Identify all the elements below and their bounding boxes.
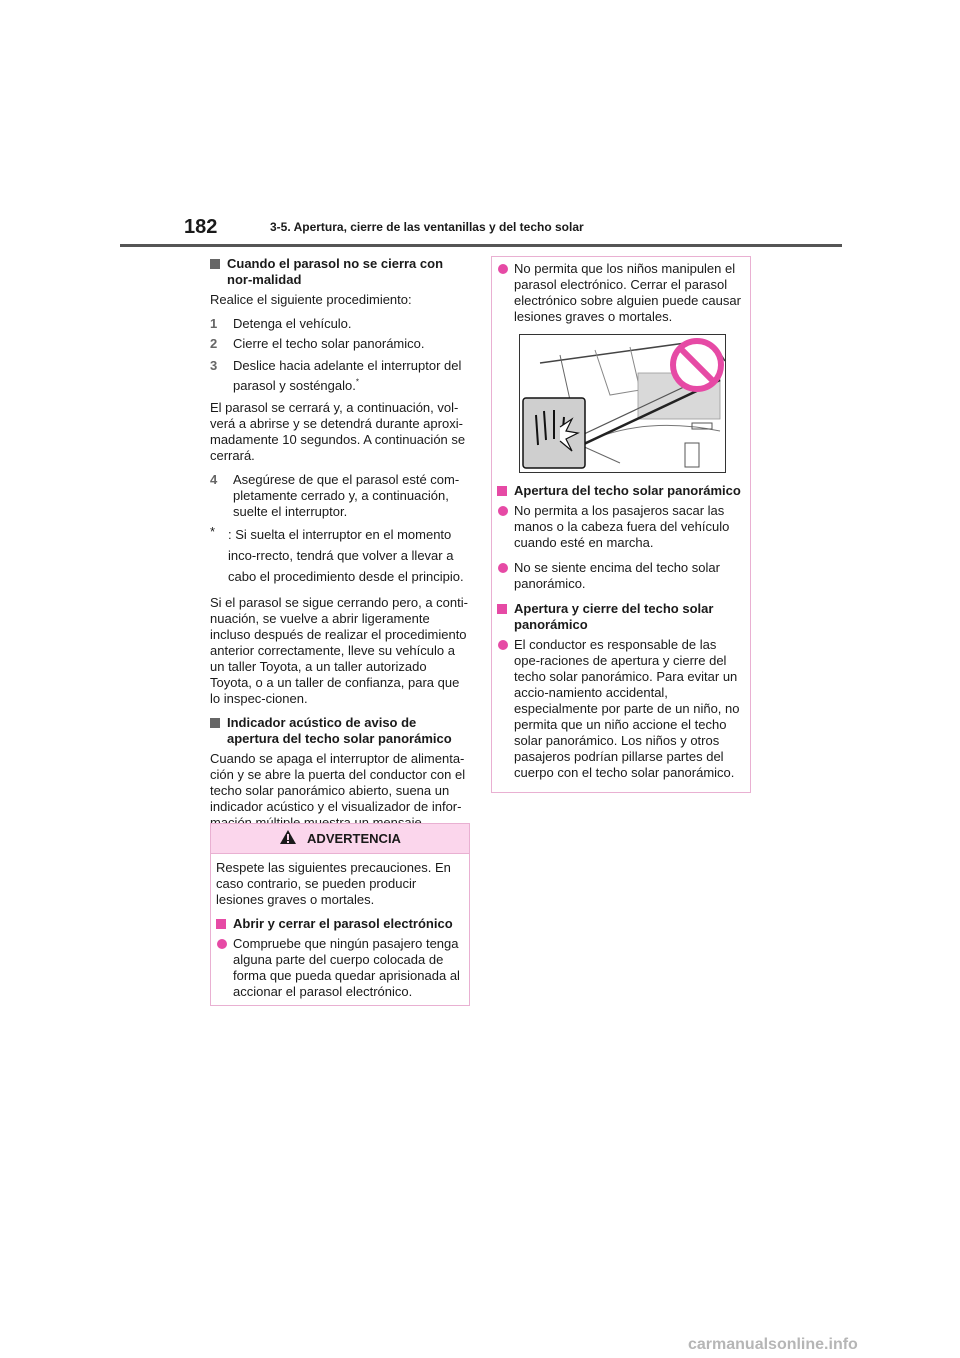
heading-electronic-parasol: Abrir y cerrar el parasol electrónico [216, 916, 464, 932]
bullet-children-parasol: No permita que los niños manipulen el parasol electrónico. Cerrar el parasol electrónico sobre alguien puede causar lesiones graves o mortales. [497, 261, 745, 325]
step-4 [210, 472, 470, 520]
right-warning-body [492, 257, 750, 781]
warning-body [211, 854, 469, 1000]
square-bullet-icon [210, 259, 220, 269]
heading-roof-open-close: Apertura y cierre del techo solar panorámico [497, 601, 745, 633]
acoustic-indicator-text: Cuando se apaga el interruptor de alimenta-ción y se abre la puerta del conductor con el techo solar panorámico abierto, suena un indicador acústico y el visualizador de infor- [210, 751, 466, 814]
inspection-paragraph: Si el parasol se sigue cerrando pero, a conti-nuación, se vuelve a abrir ligeramente incluso después de realizar el procedimiento anterior correctamente, lleve su vehículo a un taller Toyota, a un taller autorizado Toyota, o a un taller de confianza, para que lo inspec-cionen. [210, 595, 468, 706]
square-bullet-icon [216, 919, 226, 929]
footnote-text: : Si suelta el interruptor en el momento inco-rrecto, tendrá que volver a llevar a cabo el procedimiento desde el principio. [228, 527, 464, 584]
warning-triangle-icon [279, 829, 297, 849]
illustration-hand-caught [519, 334, 726, 473]
step-1 [210, 316, 470, 332]
warning-bullet: Compruebe que ningún pasajero tenga alguna parte del cuerpo colocada de forma que pueda quedar aprisionada al accionar el parasol electrónico. [216, 936, 464, 1000]
section-title: 3-5. Apertura, cierre de las ventanillas y del techo solar [270, 220, 584, 234]
square-bullet-icon [497, 486, 507, 496]
asterisk-mark: * [355, 377, 359, 387]
step-number: 4 [210, 472, 218, 487]
intermediate-note: El parasol se cerrará y, a continuación, vol-verá a abrirse y se detendrá durante aproxi-madamente 10 segundos. A continuación se cerrará. [210, 400, 466, 463]
bullet-dot-icon [498, 640, 508, 650]
header-divider [120, 244, 842, 247]
square-bullet-icon [497, 604, 507, 614]
step-number: 1 [210, 316, 218, 331]
bullet-dot-icon [498, 506, 508, 516]
prohibition-icon [673, 341, 721, 389]
square-bullet-icon [210, 718, 220, 728]
warning-header [211, 824, 469, 854]
step-text: Detenga el vehículo. [233, 316, 352, 331]
footnote-mark: * [210, 524, 216, 539]
heading-panoramic-roof-opening: Apertura del techo solar panorámico [497, 483, 745, 499]
step-text: Asegúrese de que el parasol esté com-pletamente cerrado y, a continuación, suelte el interruptor. [233, 472, 460, 519]
step-number: 2 [210, 336, 218, 351]
warning-title: ADVERTENCIA [307, 830, 401, 846]
bullet-dot-icon [498, 563, 508, 573]
heading-acoustic-indicator: Indicador acústico de aviso de apertura del techo solar panorámico [210, 715, 470, 747]
step-3 [210, 356, 470, 396]
bullet-driver-responsible: El conductor es responsable de las ope-raciones de apertura y cierre del techo solar panorámico. Para evitar un accio-namiento accidental, especialmente por parte de un niño, no permita que un niño accione el techo solar panorámico. Los niños y otros pasajeros podrían pillarse partes del cuerpo con el techo solar panorámico. [497, 637, 745, 781]
bullet-dot-icon [498, 264, 508, 274]
bullet-hands-out: No permita a los pasajeros sacar las manos o la cabeza fuera del vehículo cuando esté en marcha. [497, 503, 745, 551]
heading-parasol-not-closing: Cuando el parasol no se cierra con nor-malidad [210, 256, 470, 288]
page-number: 182 [184, 216, 218, 238]
bullet-dot-icon [217, 939, 227, 949]
left-column [210, 256, 470, 839]
step-text: Deslice hacia adelante el interruptor del parasol y sosténgalo. [233, 358, 462, 393]
right-warning-box [491, 256, 751, 793]
footnote [210, 524, 470, 587]
warning-box [210, 823, 470, 1006]
procedure-intro: Realice el siguiente procedimiento: [210, 292, 412, 307]
step-2 [210, 336, 470, 352]
watermark: carmanualsonline.info [688, 1336, 858, 1353]
step-number: 3 [210, 358, 218, 373]
bullet-sit-on-roof: No se siente encima del techo solar panorámico. [497, 560, 745, 592]
warning-intro: Respete las siguientes precauciones. En caso contrario, se pueden producir lesiones graves o mortales. [216, 860, 451, 907]
step-text: Cierre el techo solar panorámico. [233, 336, 425, 351]
